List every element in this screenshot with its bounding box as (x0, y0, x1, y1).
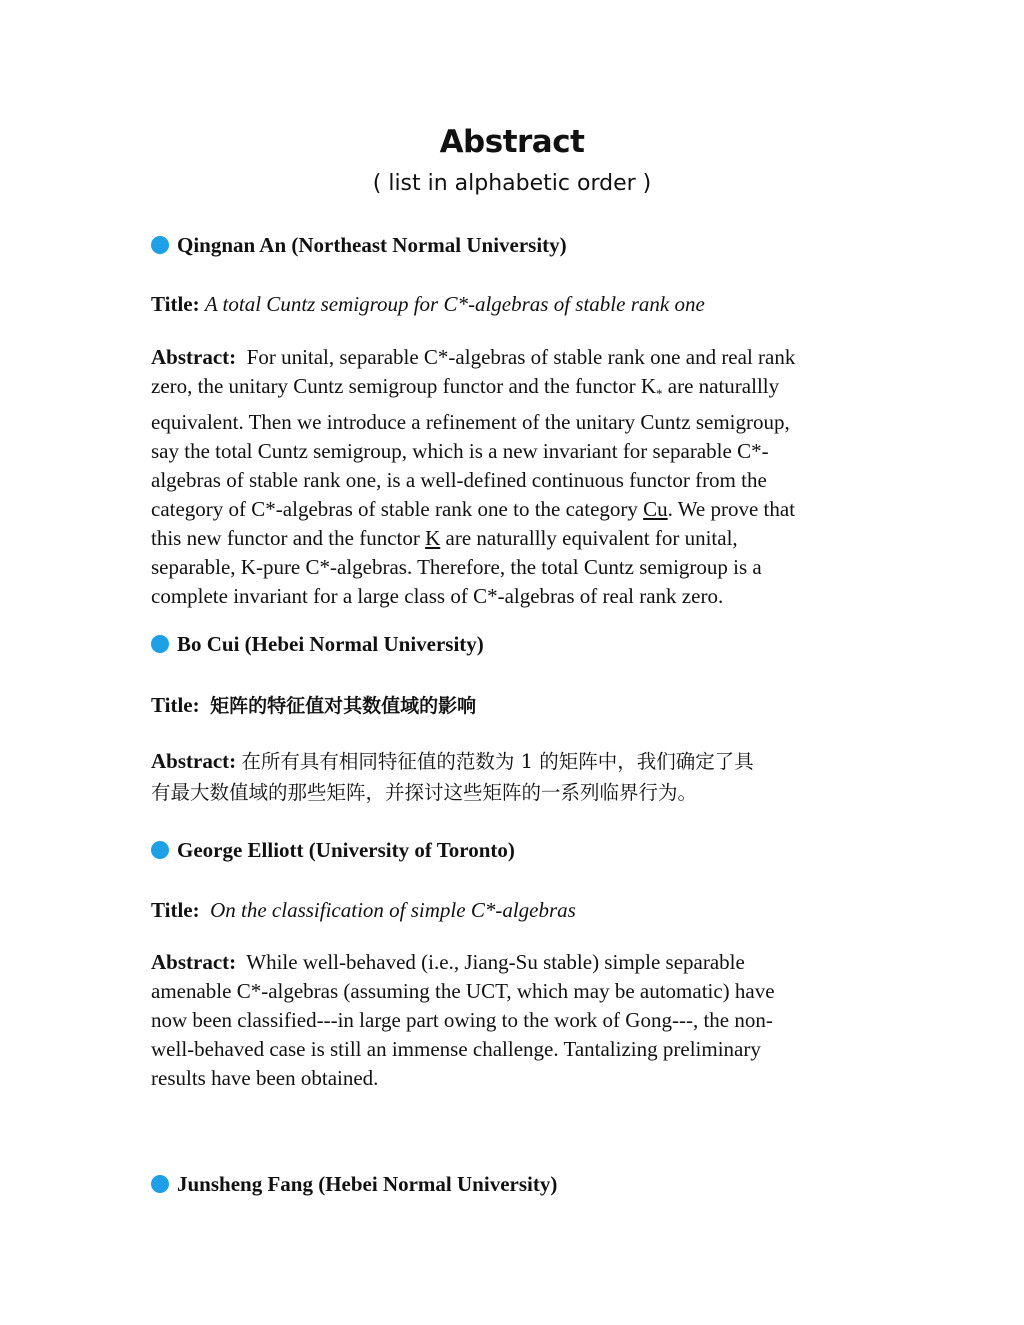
talk-abstract-cui (151, 747, 881, 807)
abstract-line: category of C*-algebras of stable rank one to the category (151, 497, 644, 522)
speaker-entry-elliott (151, 836, 881, 864)
abstract-line: For unital, separable C*-algebras of stable rank one and real rank (246, 345, 796, 369)
title-label: Title: (151, 898, 200, 922)
bullet-icon (151, 236, 169, 254)
talk-title-elliott (151, 896, 881, 925)
abstract-line: complete invariant for a large class of C*-algebras of real rank zero. (151, 584, 724, 609)
abstract-line: separable, K-pure C*-algebras. Therefore, the total Cuntz semigroup is a (151, 555, 762, 580)
talk-title: On the classification of simple C*-algebras (210, 898, 576, 922)
abstract-line: While well-behaved (i.e., Jiang-Su stable) simple separable (246, 950, 745, 974)
speaker-heading (151, 231, 881, 259)
abstract-line: well-behaved case is still an immense challenge. Tantalizing preliminary (151, 1037, 761, 1061)
abstract-label: Abstract: (151, 749, 237, 773)
speaker-name: George Elliott (University of Toronto) (177, 838, 515, 862)
speaker-entry-an (151, 231, 881, 259)
abstract-line: zero, the unitary Cuntz semigroup functor and the functor K (151, 374, 657, 398)
title-label: Title: (151, 693, 200, 717)
talk-title-an (151, 290, 881, 319)
talk-title-cui (151, 691, 881, 721)
abstract-label: Abstract: (151, 950, 237, 974)
speaker-heading (151, 1170, 881, 1198)
abstract-line: amenable C*-algebras (assuming the UCT, which may be automatic) have (151, 979, 775, 1003)
bullet-icon (151, 841, 169, 859)
abstract-line: 有最大数值域的那些矩阵，并探讨这些矩阵的一系列临界行为。 (151, 781, 698, 804)
page-subtitle: ( list in alphabetic order ) (372, 171, 652, 196)
speaker-heading (151, 630, 881, 658)
speaker-name: Junsheng Fang (Hebei Normal University) (177, 1172, 558, 1196)
abstract-line: now been classified---in large part owing to the work of Gong---, the non- (151, 1008, 773, 1032)
speaker-entry-cui (151, 630, 881, 658)
abstract-line: say the total Cuntz semigroup, which is a new invariant for separable C*- (151, 439, 769, 464)
talk-abstract-elliott (151, 948, 881, 1093)
title-label: Title: (151, 292, 200, 316)
speaker-entry-fang (151, 1170, 881, 1198)
page-title: Abstract (439, 124, 585, 160)
talk-title: 矩阵的特征值对其数值域的影响 (210, 695, 477, 717)
abstract-line: algebras of stable rank one, is a well-defined continuous functor from the (151, 468, 767, 493)
abstract-line: this new functor and the functor (151, 526, 426, 551)
abstract-line: results have been obtained. (151, 1066, 379, 1090)
bullet-icon (151, 1175, 169, 1193)
abstract-label: Abstract: (151, 345, 237, 369)
speaker-name: Bo Cui (Hebei Normal University) (177, 632, 484, 656)
talk-title: A total Cuntz semigroup for C*-algebras of stable rank one (204, 292, 705, 316)
bullet-icon (151, 635, 169, 653)
abstract-line-tail: are naturallly equivalent for unital, (440, 526, 738, 551)
speaker-name: Qingnan An (Northeast Normal University) (177, 233, 567, 257)
abstract-line-tail: are naturallly (662, 374, 780, 398)
abstract-line-tail: . We prove that (667, 497, 796, 522)
abstract-line: equivalent. Then we introduce a refinement of the unitary Cuntz semigroup, (151, 410, 790, 435)
speaker-heading (151, 836, 881, 864)
talk-abstract-an (151, 343, 881, 611)
k-functor: K (425, 526, 441, 551)
k-subscript: * (656, 386, 663, 402)
abstract-line: 在所有具有相同特征值的范数为 1 的矩阵中，我们确定了具 (241, 750, 754, 773)
cu-category: Cu (643, 497, 668, 522)
